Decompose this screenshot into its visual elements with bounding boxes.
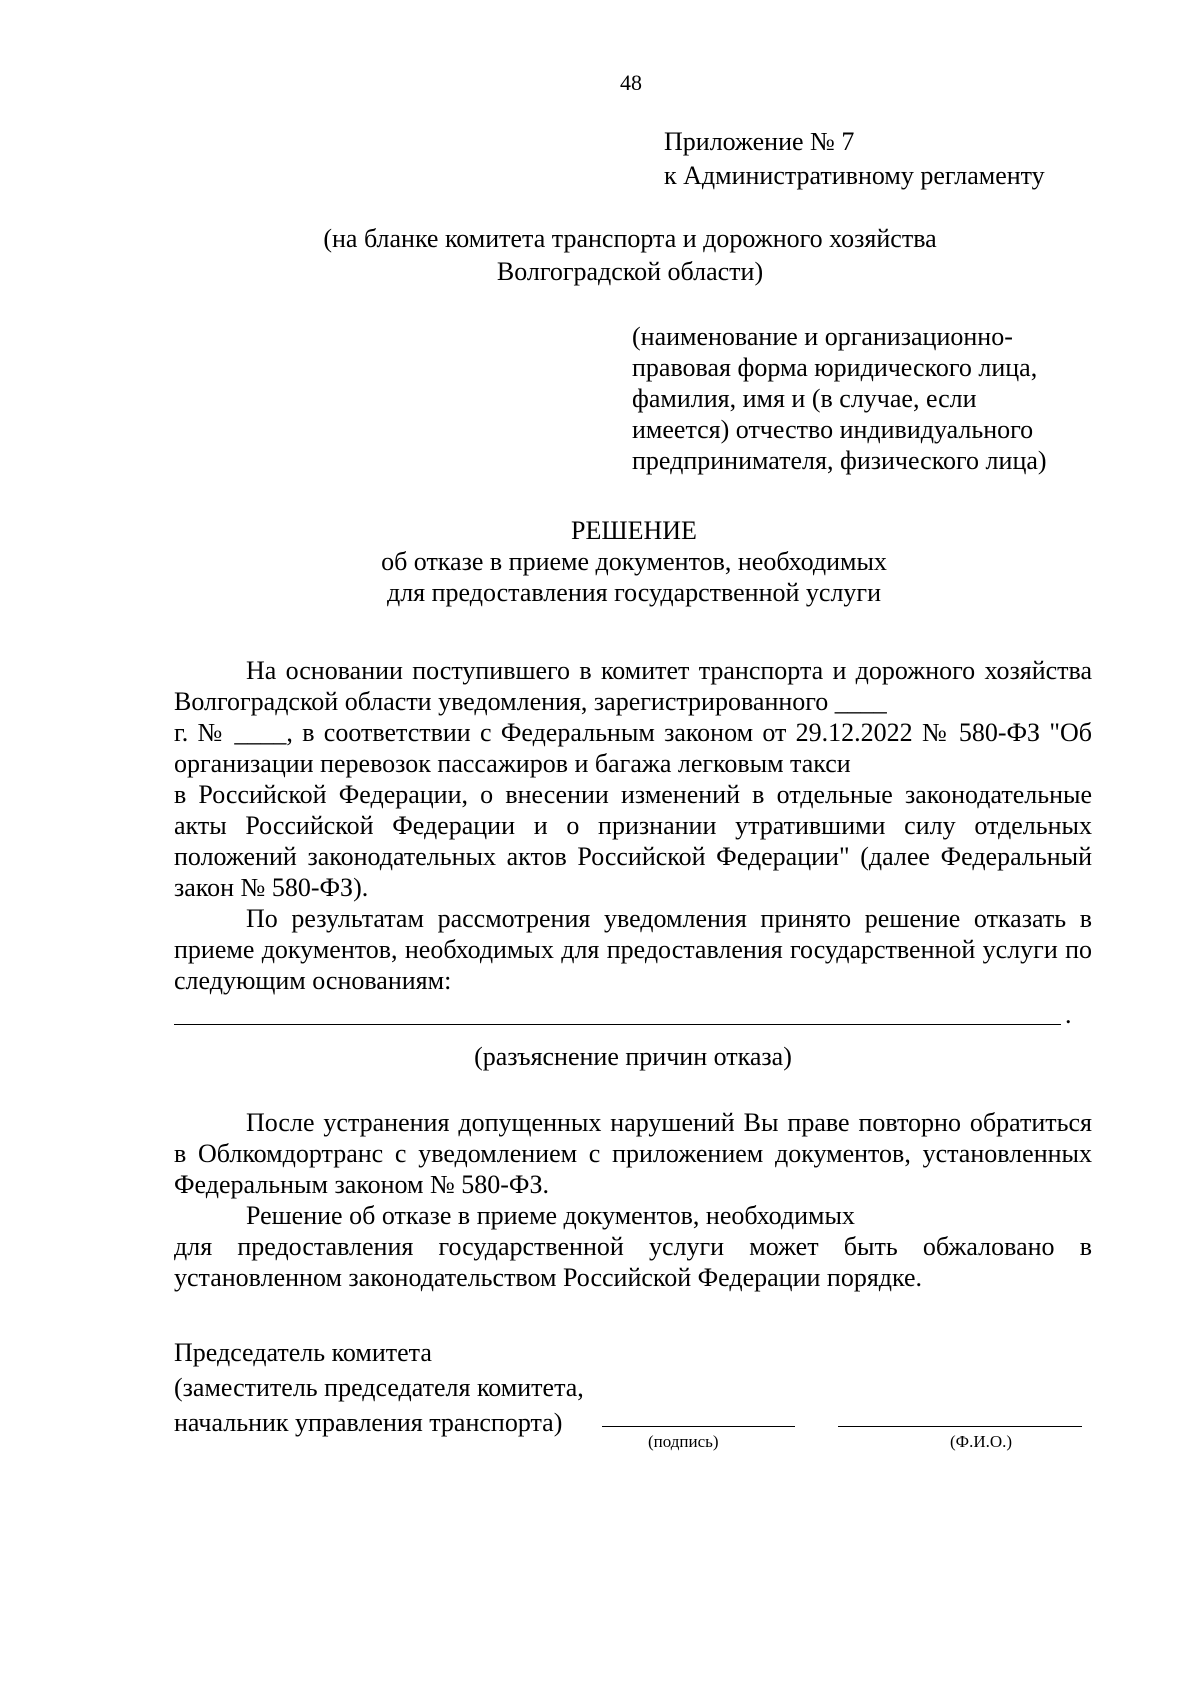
addressee-line: имеется) отчество индивидуального bbox=[632, 415, 1034, 444]
paragraph-basis-part-2: г. № ____, в соответствии с Федеральным законом от 29.12.2022 № 580-ФЗ "Об организации перевозок пассажиров и багажа легковым такси bbox=[174, 718, 1092, 778]
addressee-block bbox=[632, 321, 1047, 476]
signatory-block bbox=[174, 1335, 584, 1440]
document-title bbox=[150, 515, 1118, 608]
name-caption: (Ф.И.О.) bbox=[950, 1432, 1013, 1451]
signatory-alt-1: (заместитель председателя комитета, bbox=[174, 1373, 584, 1402]
appendix-reference: к Административному регламенту bbox=[664, 161, 1045, 190]
paragraph-basis-part-3: в Российской Федерации, о внесении изменений в отдельные законодательные акты Российской Федерации и о признании утратившими силу отдельных положений законодательных актов Российской Федерации" (далее Федеральный закон № 580-ФЗ). bbox=[174, 780, 1092, 902]
addressee-line: предпринимателя, физического лица) bbox=[632, 446, 1047, 475]
reason-caption: (разъяснение причин отказа) bbox=[474, 1042, 792, 1071]
paragraph-decision-text: По результатам рассмотрения уведомления принято решение отказать в приеме документов, необходимых для предоставления государственной услуги по следующим основаниям: bbox=[174, 904, 1092, 995]
letterhead-note-line-1: (на бланке комитета транспорта и дорожного хозяйства bbox=[323, 224, 937, 253]
title-subline-1: об отказе в приеме документов, необходимых bbox=[381, 547, 887, 576]
paragraph-appeal-part-2: для предоставления государственной услуги может быть обжаловано в установленном законодательством Российской Федерации порядке. bbox=[174, 1232, 1092, 1292]
paragraph-resubmit-text: После устранения допущенных нарушений Вы праве повторно обратиться в Облкомдортранс с уведомлением с приложением документов, установленных Федеральным законом № 580-ФЗ. bbox=[174, 1108, 1092, 1199]
reason-line-period: . bbox=[1065, 1000, 1072, 1029]
letterhead-note bbox=[260, 222, 1000, 288]
addressee-line: (наименование и организационно- bbox=[632, 322, 1013, 351]
paragraph-decision bbox=[174, 903, 1092, 996]
reason-fill-line bbox=[174, 1024, 1061, 1025]
page-number: 48 bbox=[620, 70, 642, 95]
signatory-title: Председатель комитета bbox=[174, 1338, 432, 1367]
paragraph-appeal-part-1: Решение об отказе в приеме документов, необходимых bbox=[246, 1201, 855, 1230]
paragraph-appeal bbox=[174, 1200, 1092, 1293]
appendix-number: Приложение № 7 bbox=[664, 127, 855, 156]
signature-line bbox=[602, 1426, 795, 1427]
name-line bbox=[838, 1426, 1082, 1427]
paragraph-basis bbox=[174, 655, 1092, 903]
signatory-alt-2: начальник управления транспорта) bbox=[174, 1408, 563, 1437]
signature-caption: (подпись) bbox=[648, 1432, 719, 1451]
addressee-line: фамилия, имя и (в случае, если bbox=[632, 384, 977, 413]
paragraph-basis-part-1: На основании поступившего в комитет транспорта и дорожного хозяйства Волгоградской области уведомления, зарегистрированного ____ bbox=[174, 656, 1092, 716]
appendix-header bbox=[664, 125, 1045, 193]
letterhead-note-line-2: Волгоградской области) bbox=[496, 257, 764, 286]
paragraph-resubmit bbox=[174, 1107, 1092, 1200]
title-heading: РЕШЕНИЕ bbox=[571, 516, 697, 545]
title-subline-2: для предоставления государственной услуги bbox=[386, 578, 882, 607]
addressee-line: правовая форма юридического лица, bbox=[632, 353, 1038, 382]
